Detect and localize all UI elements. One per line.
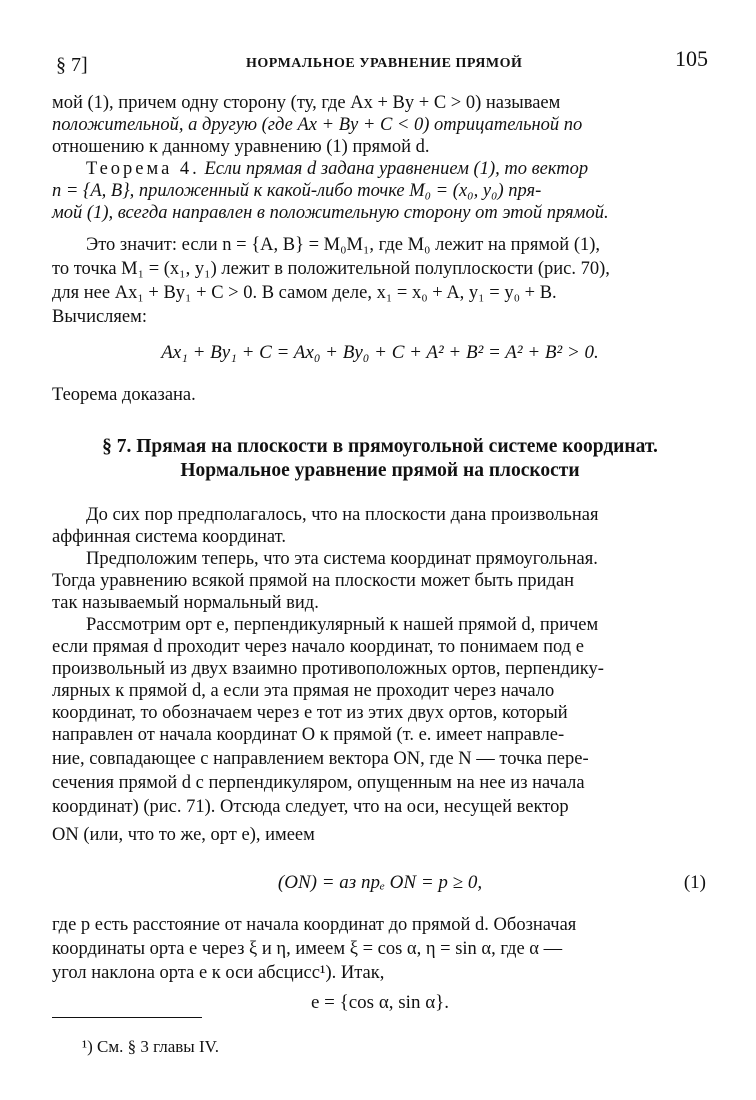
section-heading: Нормальное уравнение прямой на плоскости: [180, 460, 580, 481]
proof-end: Теорема доказана.: [52, 385, 196, 405]
body-line: сечения прямой d с перпендикуляром, опущенным на нее из начала: [52, 773, 585, 793]
equation-2: e = {cos α, sin α}.: [310, 992, 450, 1013]
body-line: ние, совпадающее с направлением вектора ON, где N — точка пере-: [52, 749, 589, 769]
proof-line: для нее Ax₁ + By₁ + C > 0. В самом деле, x₁ = x₀ + A, y₁ = y₀ + B.: [52, 283, 557, 303]
page-number: 105: [675, 46, 708, 71]
body-line: произвольный из двух взаимно противоположных ортов, перпендику-: [52, 659, 604, 679]
body-line: координат, то обозначаем через e тот из этих двух ортов, который: [52, 703, 568, 723]
text-line: положительной, а другую (где Ax + By + C < 0) отрицательной по: [52, 115, 583, 135]
body-line: лярных к прямой d, а если эта прямая не проходит через начало: [52, 681, 555, 701]
text-line: отношению к данному уравнению (1) прямой d.: [52, 137, 430, 157]
theorem-line: n = {A, B}, приложенный к какой-либо точке M₀ = (x₀, y₀) пря-: [52, 181, 542, 201]
body-line: ON (или, что то же, орт e), имеем: [52, 825, 315, 845]
equation-number: (1): [683, 872, 706, 893]
proof-equation: Ax₁ + By₁ + C = Ax₀ + By₀ + C + A² + B² = A² + B² > 0.: [161, 342, 599, 363]
after-line: где p есть расстояние от начала координат до прямой d. Обозначая: [52, 915, 577, 935]
text-line: мой (1), причем одну сторону (ту, где Ax + By + C > 0) называем: [52, 93, 561, 113]
after-line: угол наклона орта e к оси абсцисс¹). Итак,: [52, 963, 385, 983]
running-header: [56, 46, 708, 76]
section-heading: § 7. Прямая на плоскости в прямоугольной системе координат.: [102, 436, 658, 457]
body-line: Тогда уравнению всякой прямой на плоскости может быть придан: [52, 571, 575, 591]
theorem-text: Если прямая d задана уравнением (1), то вектор: [204, 159, 589, 179]
body-line: координат) (рис. 71). Отсюда следует, что на оси, несущей вектор: [52, 797, 569, 817]
proof-line: то точка M₁ = (x₁, y₁) лежит в положительной полуплоскости (рис. 70),: [52, 259, 610, 279]
body-line: До сих пор предполагалось, что на плоскости дана произвольная: [86, 505, 599, 525]
body-line: Предположим теперь, что эта система координат прямоугольная.: [86, 549, 598, 569]
proof-line: Это значит: если n = {A, B} = M₀M₁, где M₀ лежит на прямой (1),: [86, 235, 601, 255]
body-line: если прямая d проходит через начало координат, то понимаем под e: [52, 637, 584, 657]
body-line: Рассмотрим орт e, перпендикулярный к нашей прямой d, причем: [86, 615, 599, 635]
header-section: § 7]: [56, 54, 88, 76]
proof-line: Вычисляем:: [52, 307, 147, 327]
body-line: направлен от начала координат O к прямой (т. е. имеет направле-: [52, 725, 565, 745]
footnote: ¹) См. § 3 главы IV.: [82, 1037, 219, 1056]
theorem-line: мой (1), всегда направлен в положительную сторону от этой прямой.: [52, 203, 609, 223]
body-line: аффинная система координат.: [52, 527, 286, 547]
theorem-line: [86, 158, 588, 180]
after-line: координаты орта e через ξ и η, имеем ξ = cos α, η = sin α, где α —: [52, 939, 563, 959]
theorem-label: Теорема 4.: [86, 159, 200, 179]
body-line: так называемый нормальный вид.: [52, 593, 319, 613]
footnote-rule: [52, 1017, 202, 1018]
equation-1: (ON) = аз прₑ ON = p ≥ 0,: [277, 872, 483, 893]
header-title: НОРМАЛЬНОЕ УРАВНЕНИЕ ПРЯМОЙ: [246, 56, 523, 71]
